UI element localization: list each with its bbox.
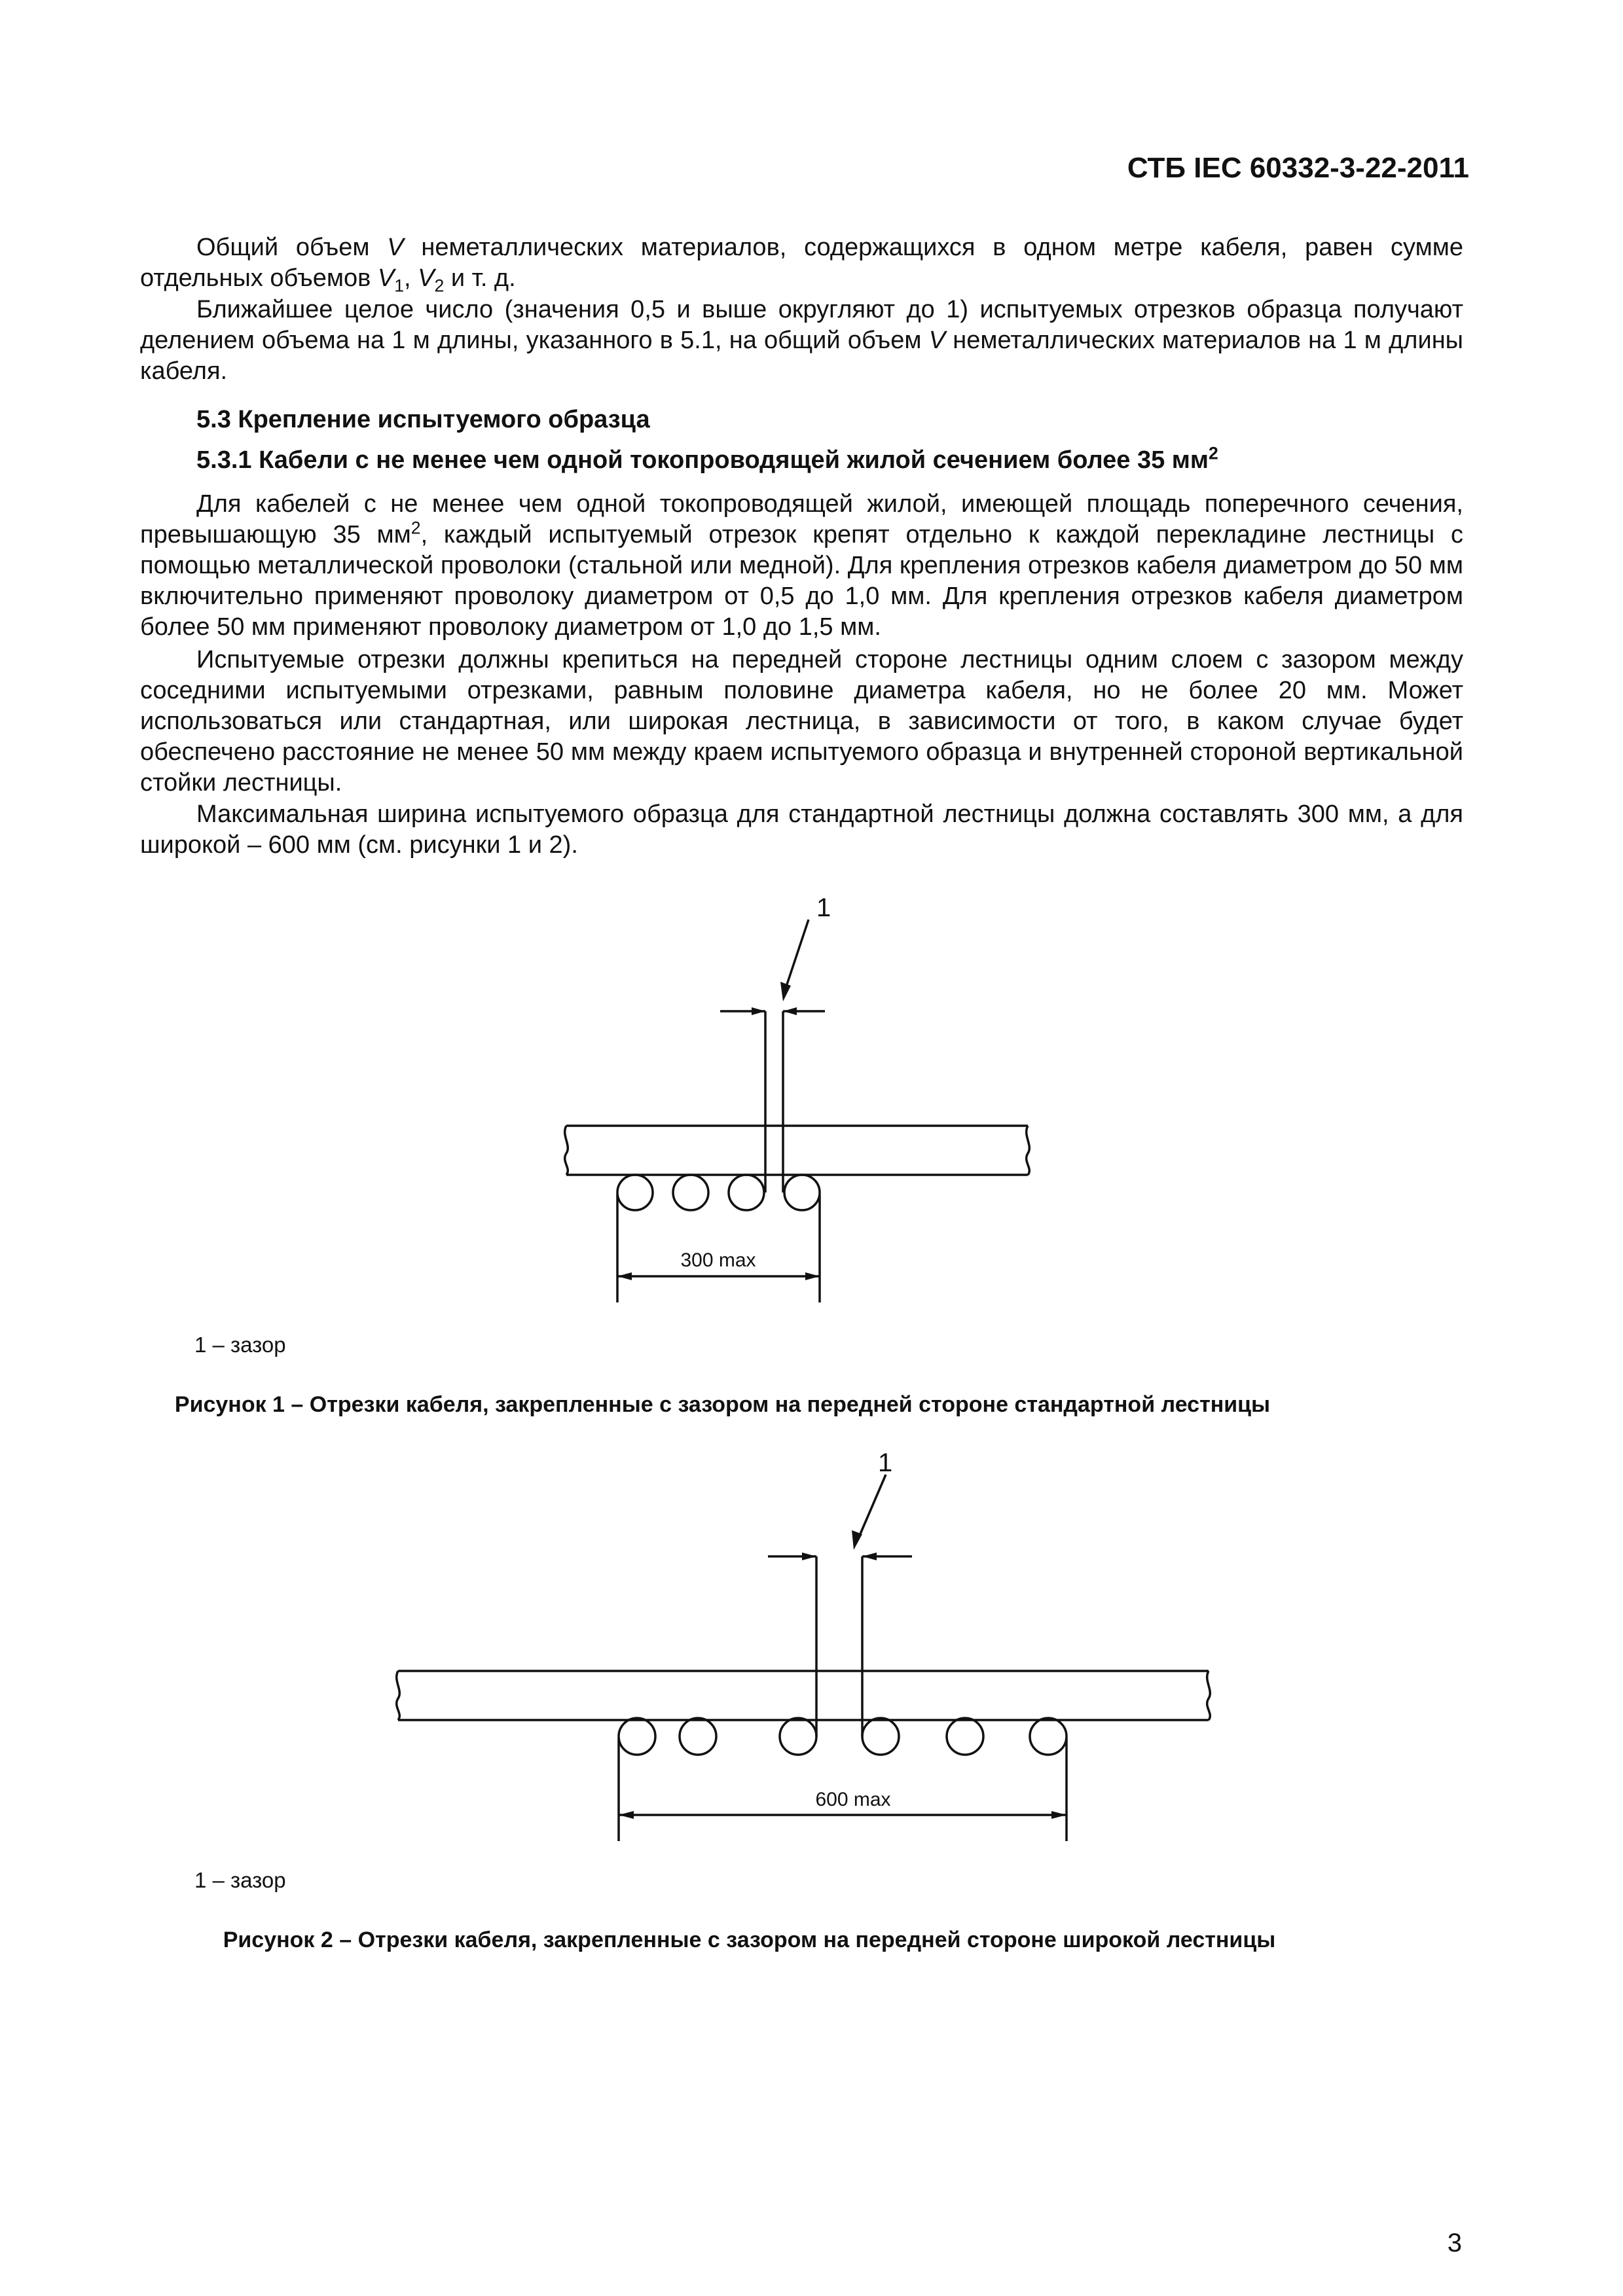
figure-1-drawing [543, 884, 1054, 1302]
symbol-v2: V [418, 264, 435, 292]
paragraph-max-width [140, 799, 1463, 861]
cable-circle [780, 1718, 816, 1755]
callout-leader [858, 1475, 886, 1540]
text: неметаллических материалов на 1 м длины кабеля. [140, 327, 1463, 385]
arrowhead [617, 1272, 632, 1280]
ladder-rung [565, 1126, 1030, 1175]
text: , [404, 264, 418, 292]
text: , каждый испытуемый отрезок крепят отдельно к каждой перекладине лестницы с помощью металлической проволоки (стальной или медной). Для крепления отрезков кабеля диаметром до 50 мм включительно применяют проволоку диаметром от 0,5 до 1,0 мм. Для крепления отрезков кабеля диаметром более 50 мм применяют проволоку диаметром от 1,0 до 1,5 мм. [140, 521, 1464, 641]
figure-1-legend: 1 – зазор [194, 1333, 286, 1357]
ladder-rung [397, 1671, 1211, 1720]
callout-number: 1 [878, 1448, 893, 1477]
figure-1-caption: Рисунок 1 – Отрезки кабеля, закрепленные с зазором на передней стороне стандартной лестницы [174, 1392, 1271, 1417]
paragraph-cables-fixing [140, 489, 1463, 643]
text: Испытуемые отрезки должны крепиться на передней стороне лестницы одним слоем с зазором между соседними испытуемыми отрезками, равным половине диаметра кабеля, но не более 20 мм. Может использоваться или стандартная, или широкая лестница, в зависимости от того, в каком случае будет обеспечено расстояние не менее 50 мм между краем испытуемого образца и внутренней стороной вертикальной стойки лестницы. [140, 646, 1463, 797]
cable-circle [1030, 1718, 1067, 1755]
cable-circle [617, 1175, 653, 1210]
paragraph-rounding [140, 295, 1463, 387]
figure-2-wide-ladder [385, 1435, 1236, 1841]
heading-text: 5.3 Крепление испытуемого образца [196, 406, 650, 433]
callout-leader [786, 920, 809, 988]
arrowhead [619, 1811, 634, 1819]
superscript: 2 [410, 518, 421, 538]
figure-2-caption: Рисунок 2 – Отрезки кабеля, закрепленные с зазором на передней стороне широкой лестницы [223, 1928, 1276, 1952]
text: и т. д. [444, 264, 516, 292]
symbol-v: V [387, 234, 404, 261]
text: неметаллических материалов, содержащихся в одном метре кабеля, равен сумме отдельных объемов [140, 234, 1463, 292]
text: Ближайшее целое число (значения 0,5 и выше округляют до 1) испытуемых отрезков образца получают делением объема на 1 м длины, указанного в 5.1, на общий объем [140, 296, 1463, 354]
paragraph-gap [140, 645, 1463, 798]
symbol-v1: V [377, 264, 395, 292]
symbol-v: V [928, 327, 946, 354]
subscript: 1 [394, 276, 404, 296]
superscript: 2 [1209, 443, 1218, 463]
cable-circle [784, 1175, 820, 1210]
dimension-label: 600 max [815, 1789, 891, 1810]
page-number: 3 [1447, 2229, 1462, 2257]
text: Максимальная ширина испытуемого образца для стандартной лестницы должна составлять 300 мм, а для широкой – 600 мм (см. рисунки 1 и 2). [140, 800, 1463, 859]
figure-2-drawing [385, 1435, 1236, 1841]
cable-circle [947, 1718, 983, 1755]
subscript: 2 [434, 276, 445, 296]
dimension-label: 300 max [680, 1249, 756, 1271]
arrowhead [780, 982, 791, 1001]
cable-circle [680, 1718, 716, 1755]
arrowhead [1051, 1811, 1067, 1819]
arrowhead [805, 1272, 820, 1280]
section-heading-5-3 [140, 404, 1463, 435]
cable-circle [673, 1175, 708, 1210]
section-heading-5-3-1 [140, 445, 1463, 476]
arrowhead [802, 1552, 816, 1560]
cable-circle [619, 1718, 655, 1755]
arrowhead [862, 1552, 877, 1560]
cable-circle [862, 1718, 899, 1755]
document-code: СТБ IEC 60332-3-22-2011 [1127, 152, 1469, 184]
text: Для кабелей с не менее чем одной токопроводящей жилой, имеющей площадь поперечного сечения, превышающую 35 мм [140, 490, 1463, 548]
arrowhead [783, 1007, 797, 1015]
figure-1-standard-ladder [543, 884, 1054, 1302]
arrowhead [752, 1007, 765, 1015]
cable-circle [729, 1175, 764, 1210]
figure-2-legend: 1 – зазор [194, 1868, 286, 1892]
paragraph-total-volume [140, 232, 1463, 294]
text: Общий объем [196, 234, 388, 261]
callout-number: 1 [816, 893, 831, 922]
heading-text: 5.3.1 Кабели с не менее чем одной токопроводящей жилой сечением более 35 мм [196, 446, 1209, 474]
